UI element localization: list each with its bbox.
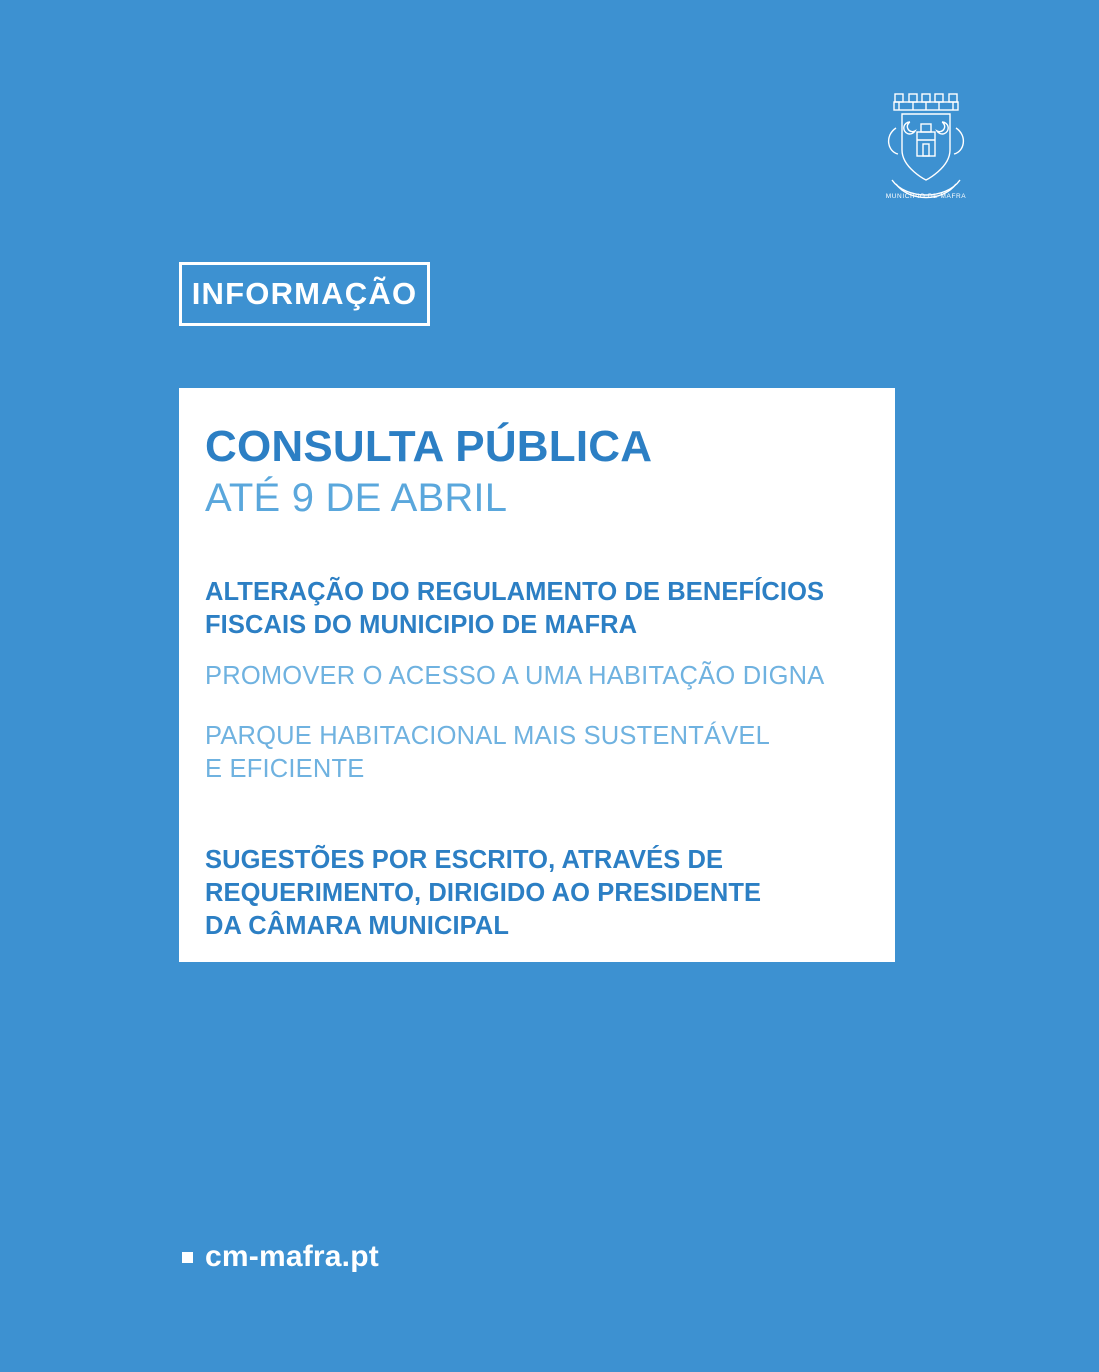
regulation-line-1: ALTERAÇÃO DO REGULAMENTO DE BENEFÍCIOS — [205, 578, 825, 607]
regulation-line-2: FISCAIS DO MUNICIPIO DE MAFRA — [205, 611, 638, 640]
card-title: CONSULTA PÚBLICA — [205, 422, 653, 471]
objective-2-line-2: E EFICIENTE — [205, 754, 365, 783]
instructions-line-1: SUGESTÕES POR ESCRITO, ATRAVÉS DE — [205, 845, 724, 874]
regulation-title — [205, 576, 895, 642]
instructions — [205, 844, 895, 943]
footer — [182, 1240, 379, 1274]
objective-1 — [205, 660, 895, 693]
square-bullet-icon — [182, 1252, 193, 1263]
badge-label: INFORMAÇÃO — [191, 276, 418, 311]
informacao-badge — [179, 262, 430, 326]
announcement-card — [179, 388, 895, 962]
card-subtitle: ATÉ 9 DE ABRIL — [205, 476, 508, 521]
objective-1-line: PROMOVER O ACESSO A UMA HABITAÇÃO DIGNA — [205, 662, 825, 691]
objective-2 — [205, 720, 895, 786]
website-label[interactable]: cm-mafra.pt — [205, 1240, 379, 1273]
instructions-line-3: DA CÂMARA MUNICIPAL — [205, 912, 510, 941]
objective-2-line-1: PARQUE HABITACIONAL MAIS SUSTENTÁVEL — [205, 721, 771, 750]
coat-of-arms — [866, 88, 986, 216]
instructions-line-2: REQUERIMENTO, DIRIGIDO AO PRESIDENTE — [205, 879, 762, 908]
crest-caption: MUNICIPIO DE MAFRA — [885, 193, 967, 200]
